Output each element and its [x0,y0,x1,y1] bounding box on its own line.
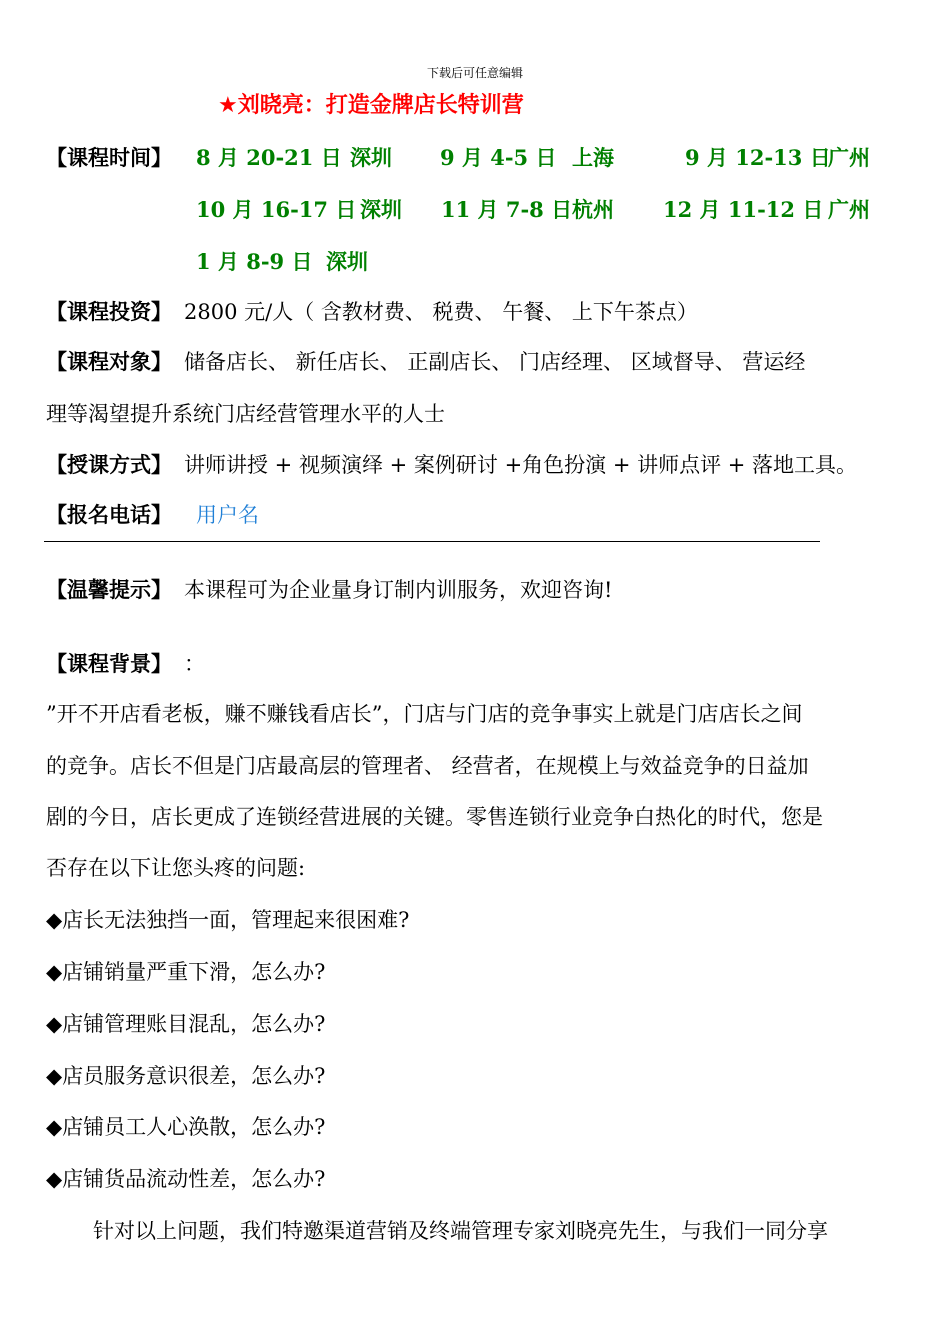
investment-value: 2800 元/人（ 含教材费、 税费、 午餐、 上下午茶点） [184,300,698,324]
session-date: 10 月 16-17 日 [196,197,357,222]
header-note: 下载后可任意编辑 [426,66,523,80]
problem-list-item [46,1008,325,1038]
background-line: 否存在以下让您头疼的问题: [46,856,306,880]
problem-text: 店铺管理账目混乱，怎么办? [62,1012,326,1036]
session-date: 12 月 11-12 日 [663,197,824,222]
problem-list-item [46,1111,325,1141]
session-city: 深圳 [326,249,368,274]
problem-list-item [46,1060,325,1090]
problem-list-item [46,1163,325,1193]
problem-text: 店员服务意识很差，怎么办? [62,1064,326,1088]
investment-label: 【课程投资】 [46,300,172,324]
problem-list-item [46,904,409,934]
diamond-bullet-icon: ◆ [46,960,63,984]
problem-text: 店铺货品流动性差，怎么办? [62,1167,326,1191]
session-city: 杭州 [572,197,614,222]
audience-label: 【课程对象】 [46,350,172,374]
course-time-label: 【课程时间】 [46,146,172,170]
diamond-bullet-icon: ◆ [46,908,63,932]
session-date: 9 月 4-5 日 [440,145,557,170]
method-value: 讲师讲授 + 视频演绎 + 案例研讨 +角色扮演 + 讲师点评 + 落地工具。 [184,453,858,477]
session-city: 上海 [572,145,614,170]
problem-text: 店铺员工人心涣散，怎么办? [62,1115,326,1139]
session-date: 9 月 12-13 日 [685,145,831,170]
divider-line [44,541,820,542]
background-line: 剧的今日，店长更成了连锁经营进展的关键。零售连锁行业竞争白热化的时代，您是 [46,805,823,829]
background-line: ”开不开店看老板，赚不赚钱看店长”，门店与门店的竞争事实上就是门店店长之间 [46,702,803,726]
diamond-bullet-icon: ◆ [46,1167,63,1191]
diamond-bullet-icon: ◆ [46,1064,63,1088]
diamond-bullet-icon: ◆ [46,1115,63,1139]
phone-value: 用户名 [196,503,259,527]
method-label: 【授课方式】 [46,453,172,477]
problem-text: 店长无法独挡一面，管理起来很困难? [62,908,410,932]
closing-paragraph: 针对以上问题，我们特邀渠道营销及终端管理专家刘晓亮先生，与我们一同分享 [93,1219,828,1243]
phone-label: 【报名电话】 [46,503,172,527]
session-date: 11 月 7-8 日 [441,197,573,222]
background-label: 【课程背景】 [46,652,172,676]
page-title: ★刘晓亮：打造金牌店长特训营 [218,93,524,118]
audience-line-1: 储备店长、 新任店长、 正副店长、 门店经理、 区域督导、 营运经 [184,350,806,374]
session-city: 广州 [828,145,870,170]
diamond-bullet-icon: ◆ [46,1012,63,1036]
problem-text: 店铺销量严重下滑，怎么办? [62,960,326,984]
background-colon: ： [184,652,205,676]
session-date: 1 月 8-9 日 [196,249,313,274]
session-city: 广州 [828,197,870,222]
audience-line-2: 理等渴望提升系统门店经营管理水平的人士 [46,402,445,426]
problem-list-item [46,956,325,986]
session-date: 8 月 20-21 日 [196,145,342,170]
background-line: 的竞争。店长不但是门店最高层的管理者、 经营者，在规模上与效益竞争的日益加 [46,754,809,778]
tip-label: 【温馨提示】 [46,578,172,602]
tip-value: 本课程可为企业量身订制内训服务，欢迎咨询! [184,578,613,602]
session-city: 深圳 [360,197,402,222]
session-city: 深圳 [350,145,392,170]
